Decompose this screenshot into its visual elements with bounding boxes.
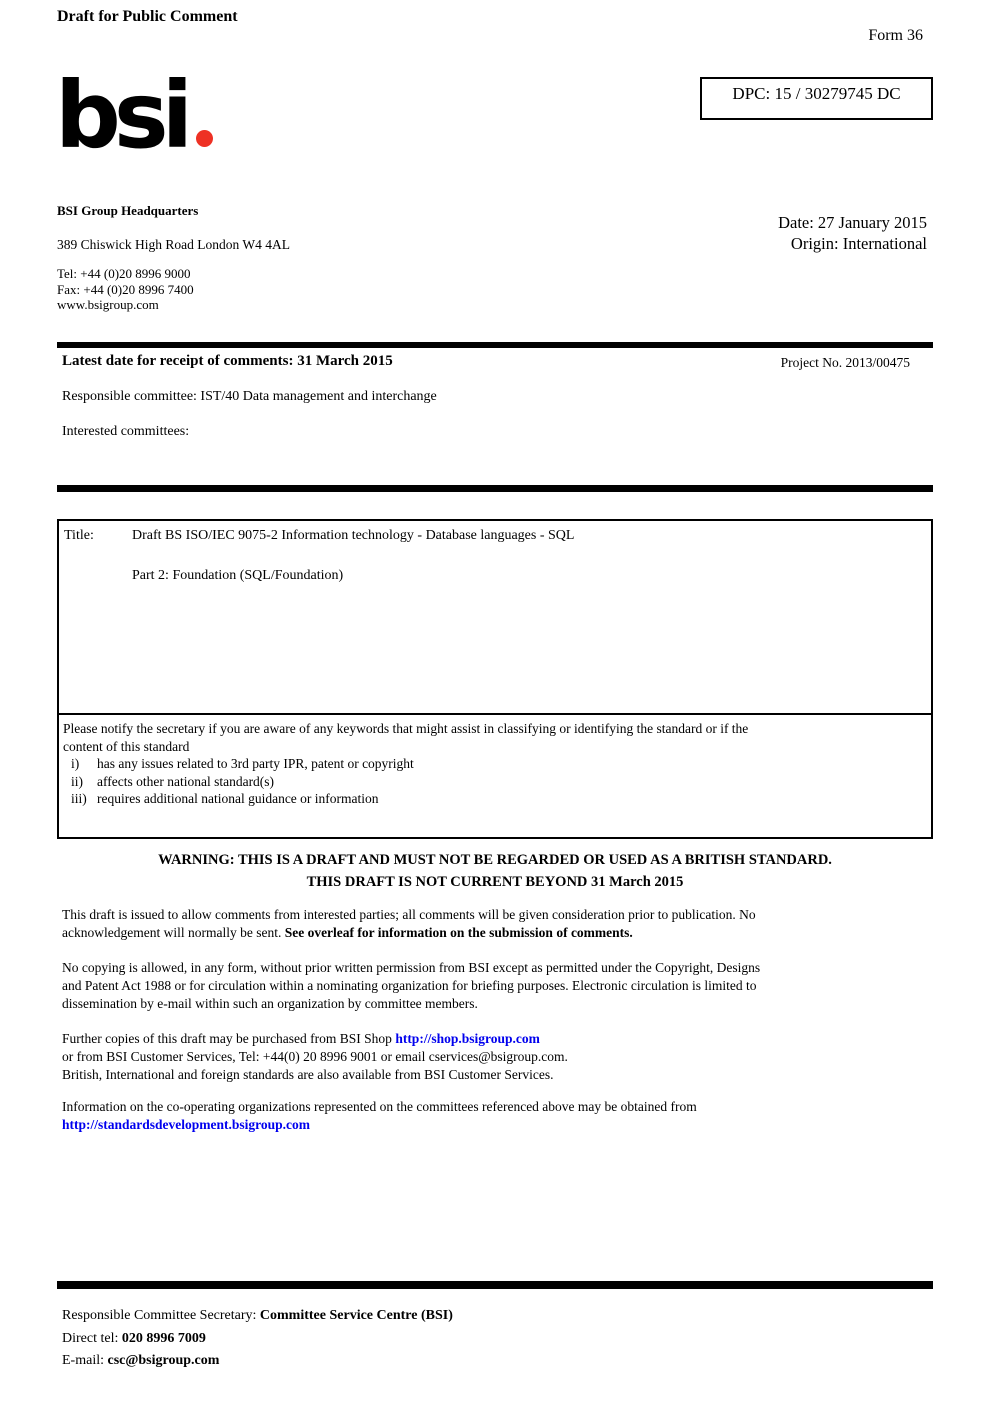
direct-tel-line [62, 1328, 453, 1351]
notify-item-3-marker: iii) [71, 791, 87, 806]
bsi-logo-dot-icon [196, 130, 213, 147]
notify-box [59, 713, 931, 837]
direct-tel-label: Direct tel: [62, 1330, 122, 1346]
date-line: Date: 27 January 2015 [778, 213, 927, 232]
draft-for-public-comment-label: Draft for Public Comment [57, 8, 238, 25]
standard-title-line1: Draft BS ISO/IEC 9075-2 Information technology - Database languages - SQL [132, 528, 575, 543]
form-number: Form 36 [868, 27, 923, 44]
secretary-label: Responsible Committee Secretary: [62, 1308, 260, 1323]
hq-title: BSI Group Headquarters [57, 203, 199, 218]
direct-tel-value: 020 8996 7009 [121, 1330, 206, 1346]
date-origin-block [778, 212, 927, 254]
further-copies-line1 [62, 1030, 568, 1048]
dpc-number-box [700, 77, 933, 120]
paragraph-no-copying [62, 959, 760, 1013]
further-copies-line2: or from BSI Customer Services, Tel: +44(0) 20 8996 9001 or email cservices@bsigroup.com. [62, 1049, 568, 1064]
hq-fax: Fax: +44 (0)20 8996 7400 [57, 281, 194, 297]
bsi-logo [55, 62, 213, 169]
divider-bar-middle [57, 485, 933, 492]
info-line2 [62, 1116, 697, 1134]
warning-line1: WARNING: THIS IS A DRAFT AND MUST NOT BE REGARDED OR USED AS A BRITISH STANDARD. [158, 852, 832, 868]
dpc-number: DPC: 15 / 30279745 DC [732, 84, 901, 103]
notify-intro-line2: content of this standard [63, 738, 190, 754]
project-number: Project No. 2013/00475 [780, 355, 910, 370]
divider-bar-bottom [57, 1281, 933, 1289]
notify-item-1-text: has any issues related to 3rd party IPR, patent or copyright [97, 756, 414, 771]
footer-contact-block [62, 1305, 453, 1373]
see-overleaf-bold-text: See overleaf for information on the submission of comments. [284, 925, 633, 940]
title-box [59, 521, 931, 713]
draft-issued-line1: This draft is issued to allow comments from interested parties; all comments will be given consideration prior to publication. No [62, 907, 756, 922]
further-copies-line3: British, International and foreign standards are also available from BSI Customer Services. [62, 1067, 554, 1082]
bsi-shop-link[interactable]: http://shop.bsigroup.com [395, 1031, 540, 1046]
hq-address: 389 Chiswick High Road London W4 4AL [57, 237, 290, 252]
notify-item-1-marker: i) [71, 756, 80, 771]
notify-item-2-marker: ii) [71, 773, 83, 789]
paragraph-cooperating-info [62, 1098, 697, 1134]
title-and-notify-box [57, 519, 933, 839]
hq-website: www.bsigroup.com [57, 297, 159, 312]
further-copies-line1-plain: Further copies of this draft may be purchased from BSI Shop [62, 1031, 396, 1046]
hq-tel: Tel: +44 (0)20 8996 9000 [57, 266, 191, 281]
standards-development-link[interactable]: http://standardsdevelopment.bsigroup.com [62, 1117, 311, 1132]
hq-contact-block [57, 266, 194, 313]
notify-item-1 [63, 755, 927, 773]
warning-line2: THIS DRAFT IS NOT CURRENT BEYOND 31 March 2015 [306, 874, 684, 890]
notify-item-3 [63, 790, 927, 808]
draft-issued-line2 [62, 924, 756, 942]
responsible-committee: Responsible committee: IST/40 Data management and interchange [62, 389, 437, 404]
no-copying-line3: dissemination by e-mail within such an organization by committee members. [62, 996, 478, 1011]
email-value: csc@bsigroup.com [107, 1353, 220, 1368]
bsi-logo-text: bsi [55, 62, 187, 169]
secretary-line [62, 1305, 453, 1328]
draft-issued-line2-plain: acknowledgement will normally be sent. [62, 925, 285, 940]
notify-item-2-text: affects other national standard(s) [97, 773, 275, 789]
no-copying-line1: No copying is allowed, in any form, without prior written permission from BSI except as permitted under the Copyright, Designs [62, 960, 761, 975]
origin-line: Origin: International [790, 234, 927, 253]
paragraph-draft-issued [62, 906, 756, 942]
title-label: Title: [64, 528, 94, 543]
notify-intro-line1: Please notify the secretary if you are aware of any keywords that might assist in classifying or identifying the standard or if the [63, 721, 749, 736]
secretary-value: Committee Service Centre (BSI) [259, 1308, 453, 1323]
divider-bar-top [57, 342, 933, 348]
latest-date-for-comments: Latest date for receipt of comments: 31 March 2015 [62, 353, 393, 369]
standard-title-line2: Part 2: Foundation (SQL/Foundation) [132, 568, 344, 583]
info-line1: Information on the co-operating organizations represented on the committees referenced above may be obtained from [62, 1099, 697, 1114]
email-line [62, 1350, 453, 1373]
warning-block [57, 849, 933, 893]
interested-committees: Interested committees: [62, 424, 190, 439]
notify-item-3-text: requires additional national guidance or information [97, 791, 379, 806]
notify-item-2 [63, 773, 927, 791]
email-label: E-mail: [62, 1353, 108, 1368]
paragraph-further-copies [62, 1030, 568, 1084]
no-copying-line2: and Patent Act 1988 or for circulation within a nominating organization for briefing purposes. Electronic circulation is limited to [62, 978, 757, 993]
